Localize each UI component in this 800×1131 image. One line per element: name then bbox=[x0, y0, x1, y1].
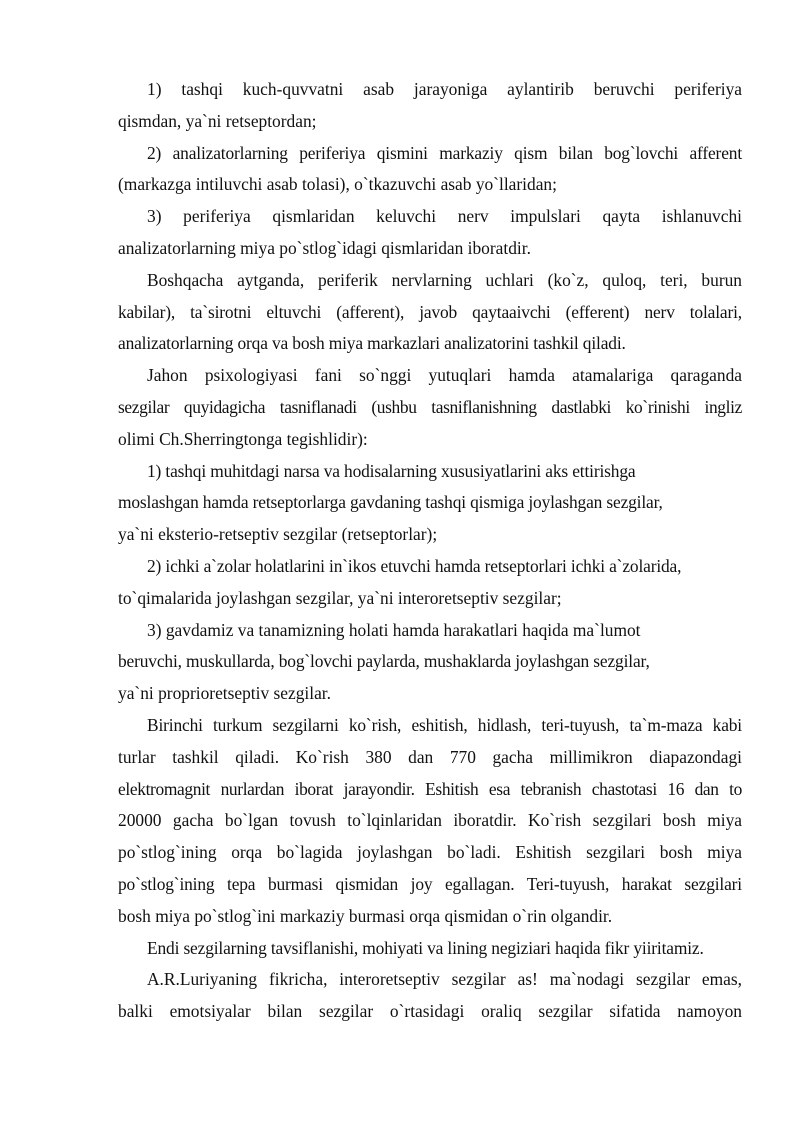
text-line: Birinchi turkum sezgilarni ko`rish, eshitish, hidlash, teri-tuyush, ta`m-maza kabi bbox=[147, 714, 742, 735]
text-line: balki emotsiyalar bilan sezgilar o`rtasidagi oraliq sezgilar sifatida namoyon bbox=[118, 1001, 742, 1022]
text-line: 1) tashqi kuch-quvvatni asab jarayoniga aylantirib beruvchi periferiya bbox=[147, 79, 742, 99]
text-line: 3) gavdamiz va tanamizning holati hamda harakatlari haqida ma`lumot bbox=[147, 619, 641, 640]
text-line: analizatorlarning orqa va bosh miya markazlari analizatorini tashkil qiladi. bbox=[118, 333, 626, 354]
text-line: olimi Ch.Sherringtonga tegishlidir): bbox=[118, 428, 368, 449]
text-line: Jahon psixologiyasi fani so`nggi yutuqlari hamda atamalariga qaraganda bbox=[147, 365, 742, 386]
text-line: 2) ichki a`zolar holatlarini in`ikos etuvchi hamda retseptorlari ichki a`zolarida, bbox=[147, 555, 682, 576]
text-line: moslashgan hamda retseptorlarga gavdaning tashqi qismiga joylashgan sezgilar, bbox=[118, 492, 663, 513]
text-line: analizatorlarning miya po`stlog`idagi qismlaridan iboratdir. bbox=[118, 237, 531, 258]
text-line: elektromagnit nurlardan iborat jarayondir. Eshitish esa tebranish chastotasi 16 dan to bbox=[118, 778, 742, 799]
text-line: (markazga intiluvchi asab tolasi), o`tkazuvchi asab yo`llaridan; bbox=[118, 174, 557, 195]
text-line: 20000 gacha bo`lgan tovush to`lqinlaridan iboratdir. Ko`rish sezgilari bosh miya bbox=[118, 810, 742, 831]
text-line: po`stlog`ining tepa burmasi qismidan joy egallagan. Teri-tuyush, harakat sezgilari bbox=[118, 873, 742, 894]
text-line: to`qimalarida joylashgan sezgilar, ya`ni interoretseptiv sezgilar; bbox=[118, 587, 562, 608]
text-line: sezgilar quyidagicha tasniflanadi (ushbu tasniflanishning dastlabki ko`rinishi ingliz bbox=[118, 396, 742, 417]
text-line: ya`ni proprioretseptiv sezgilar. bbox=[118, 683, 331, 704]
text-line: turlar tashkil qiladi. Ko`rish 380 dan 770 gacha millimikron diapazondagi bbox=[118, 746, 742, 767]
text-line: ya`ni eksterio-retseptiv sezgilar (retseptorlar); bbox=[118, 524, 438, 545]
text-line: 1) tashqi muhitdagi narsa va hodisalarning xususiyatlarini aks ettirishga bbox=[147, 460, 636, 481]
text-line: Boshqacha aytganda, periferik nervlarning uchlari (ko`z, quloq, teri, burun bbox=[147, 269, 742, 290]
text-line: Endi sezgilarning tavsiflanishi, mohiyati va lining negiziari haqida fikr yiiritamiz. bbox=[147, 937, 704, 958]
document-body bbox=[118, 74, 742, 1028]
text-line: A.R.Luriyaning fikricha, interoretseptiv sezgilar as! ma`nodagi sezgilar emas, bbox=[147, 969, 742, 990]
text-line: kabilar), ta`sirotni eltuvchi (afferent), javob qaytaaivchi (efferent) nerv tolalari, bbox=[118, 301, 742, 322]
text-line: 3) periferiya qismlaridan keluvchi nerv impulslari qayta ishlanuvchi bbox=[147, 206, 742, 227]
text-line: 2) analizatorlarning periferiya qismini markaziy qism bilan bog`lovchi afferent bbox=[147, 142, 742, 163]
text-line: beruvchi, muskullarda, bog`lovchi paylarda, mushaklarda joylashgan sezgilar, bbox=[118, 651, 650, 672]
text-line: po`stlog`ining orqa bo`lagida joylashgan bo`ladi. Eshitish sezgilari bosh miya bbox=[118, 842, 742, 863]
text-line: bosh miya po`stlog`ini markaziy burmasi orqa qismidan o`rin olgandir. bbox=[118, 905, 613, 926]
text-line: qismdan, ya`ni retseptordan; bbox=[118, 110, 317, 131]
